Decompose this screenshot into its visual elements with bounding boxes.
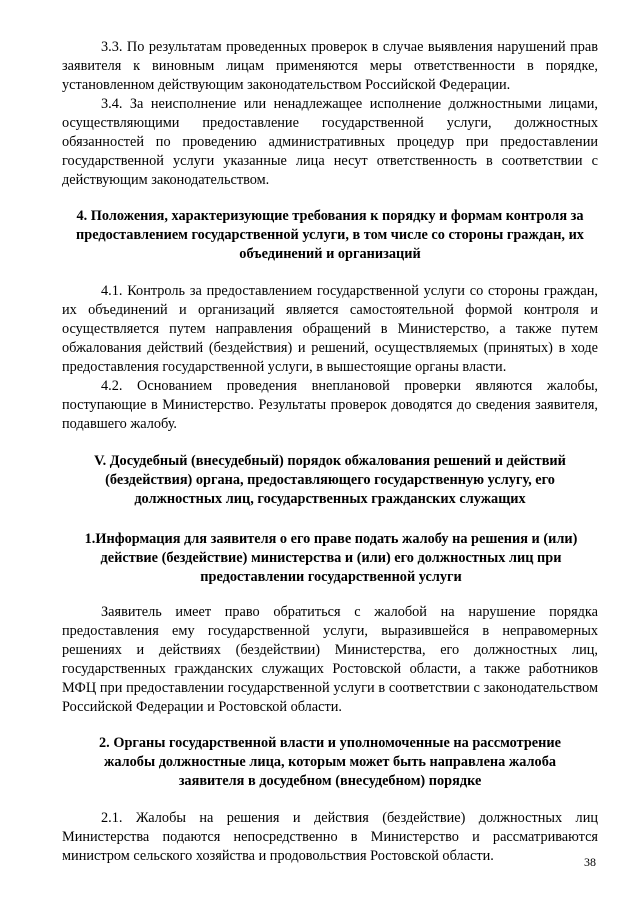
subsection-2-heading: 2. Органы государственной власти и уполномоченные на рассмотрение жалобы должностные лица, которым может быть направлена жалоба заявителя в досудебном (внесудебном) порядке (99, 735, 561, 789)
page-number: 38 (584, 855, 596, 869)
paragraph-applicant-right: Заявитель имеет право обратиться с жалобой на нарушение порядка предоставления ему государственной услуги, выразившейся в неправомерных решениях и действиях (бездействии) Министерства, его должностных лиц, государственных гражданских служащих Ростовской области, а также работников МФЦ при предоставлении государственной услуги в соответствии с законодательством Российской Федерации и Ростовской области. (62, 604, 598, 715)
section-v-heading: V. Досудебный (внесудебный) порядок обжалования решений и действий (бездействия) органа, предоставляющего государственную услугу, его должностных лиц, государственных гражданских служащих (94, 453, 566, 507)
paragraph-3-4: 3.4. За неисполнение или ненадлежащее исполнение должностными лицами, осуществляющими предоставление государственной услуги, должностных обязанностей по проведению административных процедур при предоставлении государственной услуги указанные лица несут ответственность в соответствии с действующим законодательством. (62, 96, 598, 188)
paragraph-2-1: 2.1. Жалобы на решения и действия (бездействие) должностных лиц Министерства подаются непосредственно в Министерство и рассматриваются министром сельского хозяйства и продовольствия Ростовской области. (62, 810, 598, 864)
subsection-1-heading: 1.Информация для заявителя о его праве подать жалобу на решения и (или) действие (бездействие) министерства и (или) его должностных лиц при предоставлении государственной услуги (84, 531, 578, 585)
section-4-heading: 4. Положения, характеризующие требования к порядку и формам контроля за предоставлением государственной услуги, в том числе со стороны граждан, их объединений и организаций (76, 208, 584, 262)
document-page (62, 38, 598, 866)
paragraph-4-1: 4.1. Контроль за предоставлением государственной услуги со стороны граждан, их объединений и организаций является самостоятельной формой контроля и осуществляется путем направления обращений в Министерство, а также путем обжалования действий (бездействия) и решений, осуществляемых (принятых) в ходе предоставления государственной услуги, в вышестоящие органы власти. (62, 283, 598, 375)
paragraph-3-3: 3.3. По результатам проведенных проверок в случае выявления нарушений прав заявителя к виновным лицам применяются меры ответственности в порядке, установленном действующим законодательством Российской Федерации. (62, 39, 598, 93)
paragraph-4-2: 4.2. Основанием проведения внеплановой проверки являются жалобы, поступающие в Министерство. Результаты проверок доводятся до сведения заявителя, подавшего жалобу. (62, 378, 598, 432)
